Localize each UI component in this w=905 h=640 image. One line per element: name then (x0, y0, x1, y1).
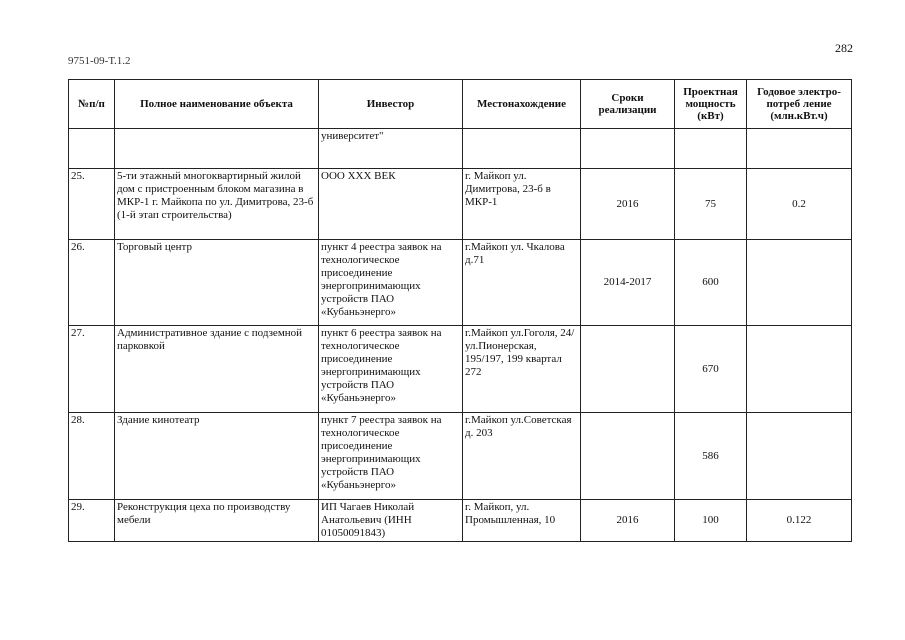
col-header-consumption: Годовое электро-потреб ление (млн.кВт.ч) (747, 80, 852, 129)
cell-investor: ООО XXX ВЕК (319, 169, 463, 240)
cell-location: г.Майкоп ул.Советская д. 203 (463, 413, 581, 500)
table-row (69, 326, 852, 413)
col-header-power: Проектная мощность (кВт) (675, 80, 747, 129)
cell-name: Торговый центр (115, 240, 319, 326)
cell-investor: пункт 6 реестра заявок на технологическое присоединение энергопринимающих устройств ПАО «Кубаньэнерго» (319, 326, 463, 413)
table-row (69, 169, 852, 240)
col-header-number: №п/п (69, 80, 115, 129)
cell-power: 100 (675, 500, 747, 542)
cell-power: 600 (675, 240, 747, 326)
cell-investor: пункт 7 реестра заявок на технологическое присоединение энергопринимающих устройств ПАО «Кубаньэнерго» (319, 413, 463, 500)
cell-location (463, 129, 581, 169)
cell-power: 75 (675, 169, 747, 240)
col-header-investor: Инвестор (319, 80, 463, 129)
cell-number: 28. (69, 413, 115, 500)
cell-investor: пункт 4 реестра заявок на технологическое присоединение энергопринимающих устройств ПАО «Кубаньэнерго» (319, 240, 463, 326)
cell-number (69, 129, 115, 169)
cell-period: 2016 (581, 500, 675, 542)
table-row-continuation (69, 129, 852, 169)
cell-name (115, 129, 319, 169)
col-header-location: Местонахождение (463, 80, 581, 129)
cell-consumption: 0.122 (747, 500, 852, 542)
table-header-row (69, 80, 852, 129)
cell-power: 586 (675, 413, 747, 500)
cell-consumption (747, 129, 852, 169)
table-row (69, 240, 852, 326)
table-row (69, 500, 852, 542)
cell-investor: ИП Чагаев Николай Анатольевич (ИНН 01050091843) (319, 500, 463, 542)
cell-consumption: 0.2 (747, 169, 852, 240)
cell-consumption (747, 413, 852, 500)
cell-power: 670 (675, 326, 747, 413)
cell-name: Реконструкция цеха по производству мебели (115, 500, 319, 542)
cell-number: 27. (69, 326, 115, 413)
cell-number: 29. (69, 500, 115, 542)
cell-name: Административное здание с подземной парковкой (115, 326, 319, 413)
page-number: 282 (835, 41, 853, 55)
cell-power (675, 129, 747, 169)
cell-period: 2014-2017 (581, 240, 675, 326)
cell-location: г. Майкоп ул. Димитрова, 23-б в МКР-1 (463, 169, 581, 240)
table-row (69, 413, 852, 500)
cell-location: г.Майкоп ул.Гоголя, 24/ул.Пионерская, 195/197, 199 квартал 272 (463, 326, 581, 413)
cell-period (581, 413, 675, 500)
col-header-name: Полное наименование объекта (115, 80, 319, 129)
document-code: 9751-09-Т.1.2 (68, 55, 131, 67)
cell-period (581, 326, 675, 413)
cell-investor: университет" (319, 129, 463, 169)
cell-period (581, 129, 675, 169)
cell-location: г.Майкоп ул. Чкалова д.71 (463, 240, 581, 326)
objects-table (68, 79, 852, 542)
cell-location: г. Майкоп, ул. Промышленная, 10 (463, 500, 581, 542)
cell-number: 25. (69, 169, 115, 240)
cell-period: 2016 (581, 169, 675, 240)
col-header-period: Сроки реализации (581, 80, 675, 129)
cell-number: 26. (69, 240, 115, 326)
cell-consumption (747, 240, 852, 326)
cell-name: 5-ти этажный многоквартирный жилой дом с пристроенным блоком магазина в МКР-1 г. Майкопа по ул. Димитрова, 23-б (1-й этап строительства) (115, 169, 319, 240)
cell-consumption (747, 326, 852, 413)
cell-name: Здание кинотеатр (115, 413, 319, 500)
